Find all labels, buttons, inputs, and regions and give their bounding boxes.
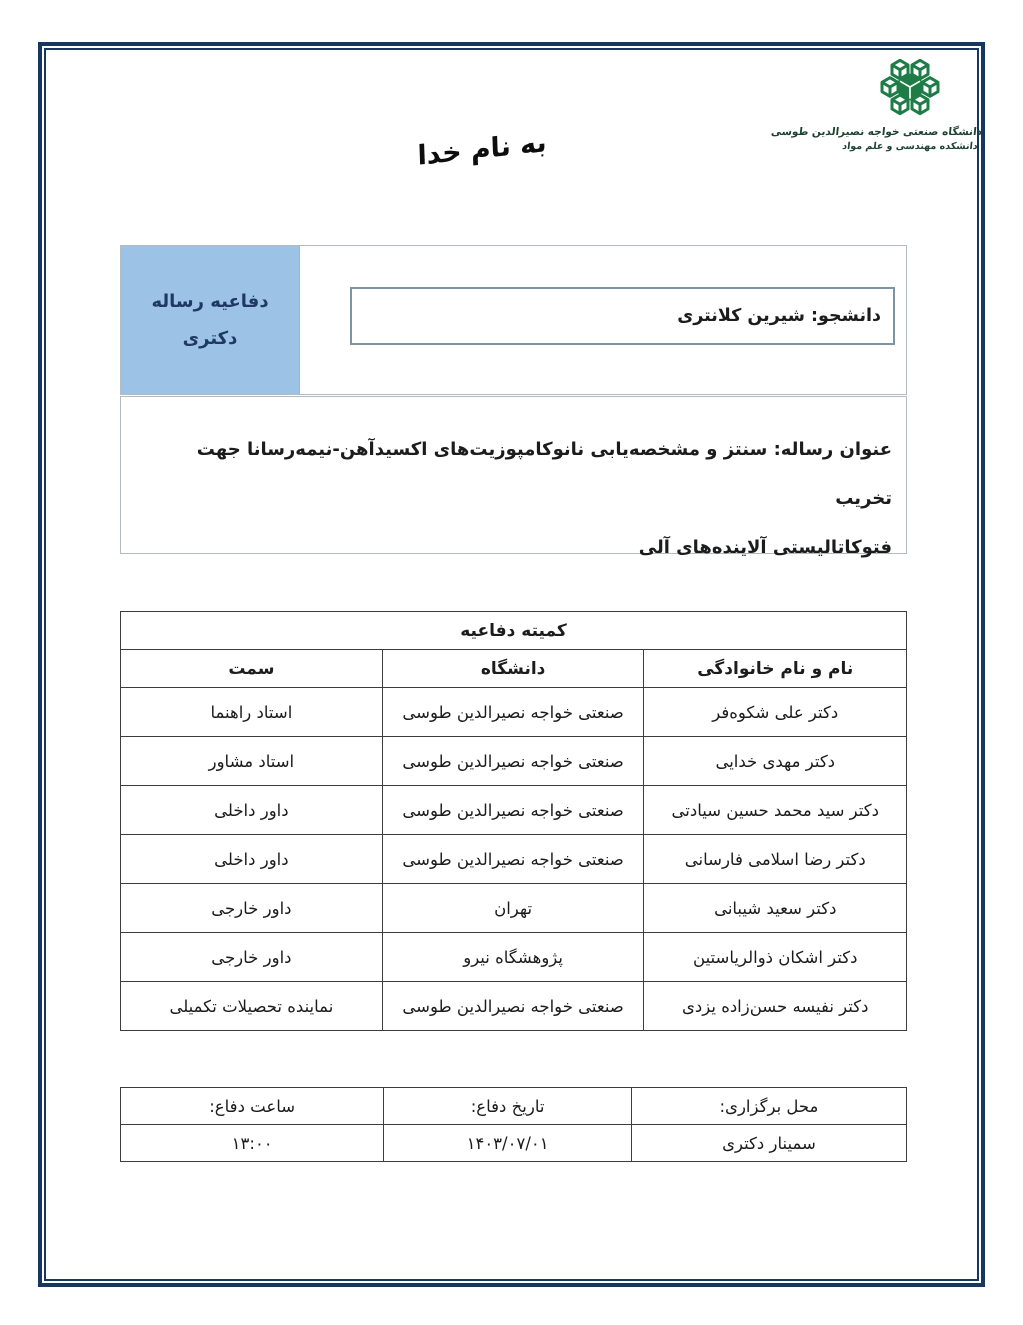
thesis-title-section	[120, 396, 907, 558]
committee-table-wrapper	[120, 611, 907, 1031]
student-name: دانشجو: شیرین کلانتری	[677, 306, 881, 326]
committee-col-university: دانشگاه	[382, 650, 644, 688]
defense-type-line1: دفاعیه رساله	[151, 291, 269, 312]
defense-type-badge	[121, 246, 300, 394]
university-emblem-icon	[875, 52, 945, 122]
committee-cell-name: دکتر اشکان ذوالریاستین	[644, 933, 907, 982]
thesis-title-line1: عنوان رساله: سنتز و مشخصه‌یابی نانوکامپوزیت‌های اکسیدآهن-نیمه‌رسانا جهت تخریب	[196, 439, 892, 509]
committee-title-row	[121, 612, 907, 650]
table-row	[121, 786, 907, 835]
defense-header-section	[120, 245, 907, 395]
session-values-row	[121, 1125, 907, 1162]
committee-cell-name: دکتر رضا اسلامی فارسانی	[644, 835, 907, 884]
committee-cell-role: نماینده تحصیلات تکمیلی	[121, 982, 383, 1031]
committee-cell-university: صنعتی خواجه نصیرالدین طوسی	[382, 688, 644, 737]
committee-cell-role: داور خارجی	[121, 933, 383, 982]
table-row	[121, 688, 907, 737]
committee-table	[120, 611, 907, 1031]
date-label: تاریخ دفاع:	[384, 1088, 632, 1125]
committee-cell-university: پژوهشگاه نیرو	[382, 933, 644, 982]
table-row	[121, 835, 907, 884]
faculty-name: دانشکده مهندسی و علم مواد	[841, 141, 979, 152]
defense-type-line2: دکتری	[182, 328, 238, 349]
bismillah-calligraphy: به نام خدا	[416, 126, 548, 172]
committee-cell-name: دکتر نفیسه حسن‌زاده یزدی	[644, 982, 907, 1031]
thesis-title-line2: فتوکاتالیستی آلاینده‌های آلی	[638, 537, 892, 558]
venue-label: محل برگزاری:	[631, 1088, 906, 1125]
table-row	[121, 933, 907, 982]
committee-cell-university: تهران	[382, 884, 644, 933]
committee-cell-name: دکتر مهدی خدایی	[644, 737, 907, 786]
venue-value: سمینار دکتری	[631, 1125, 906, 1162]
date-value: ۱۴۰۳/۰۷/۰۱	[384, 1125, 632, 1162]
committee-cell-role: داور داخلی	[121, 786, 383, 835]
committee-header-row	[121, 650, 907, 688]
committee-cell-university: صنعتی خواجه نصیرالدین طوسی	[382, 982, 644, 1031]
committee-col-role: سمت	[121, 650, 383, 688]
table-row	[121, 737, 907, 786]
session-info-table	[120, 1087, 907, 1162]
committee-cell-name: دکتر سید محمد حسین سیادتی	[644, 786, 907, 835]
committee-table-title: کمیته دفاعیه	[121, 612, 907, 650]
table-row	[121, 884, 907, 933]
committee-cell-role: استاد مشاور	[121, 737, 383, 786]
committee-cell-name: دکتر علی شکوه‌فر	[644, 688, 907, 737]
time-label: ساعت دفاع:	[121, 1088, 384, 1125]
session-labels-row	[121, 1088, 907, 1125]
committee-cell-name: دکتر سعید شیبانی	[644, 884, 907, 933]
committee-cell-role: داور خارجی	[121, 884, 383, 933]
committee-cell-university: صنعتی خواجه نصیرالدین طوسی	[382, 835, 644, 884]
table-row	[121, 982, 907, 1031]
committee-cell-university: صنعتی خواجه نصیرالدین طوسی	[382, 737, 644, 786]
committee-cell-role: داور داخلی	[121, 835, 383, 884]
university-logo	[770, 52, 983, 152]
time-value: ۱۳:۰۰	[121, 1125, 384, 1162]
committee-col-name: نام و نام خانوادگی	[644, 650, 907, 688]
session-info-table-wrapper	[120, 1087, 907, 1162]
student-name-box	[350, 287, 895, 345]
committee-cell-university: صنعتی خواجه نصیرالدین طوسی	[382, 786, 644, 835]
university-name: دانشگاه صنعتی خواجه نصیرالدین طوسی	[770, 126, 983, 138]
committee-cell-role: استاد راهنما	[121, 688, 383, 737]
